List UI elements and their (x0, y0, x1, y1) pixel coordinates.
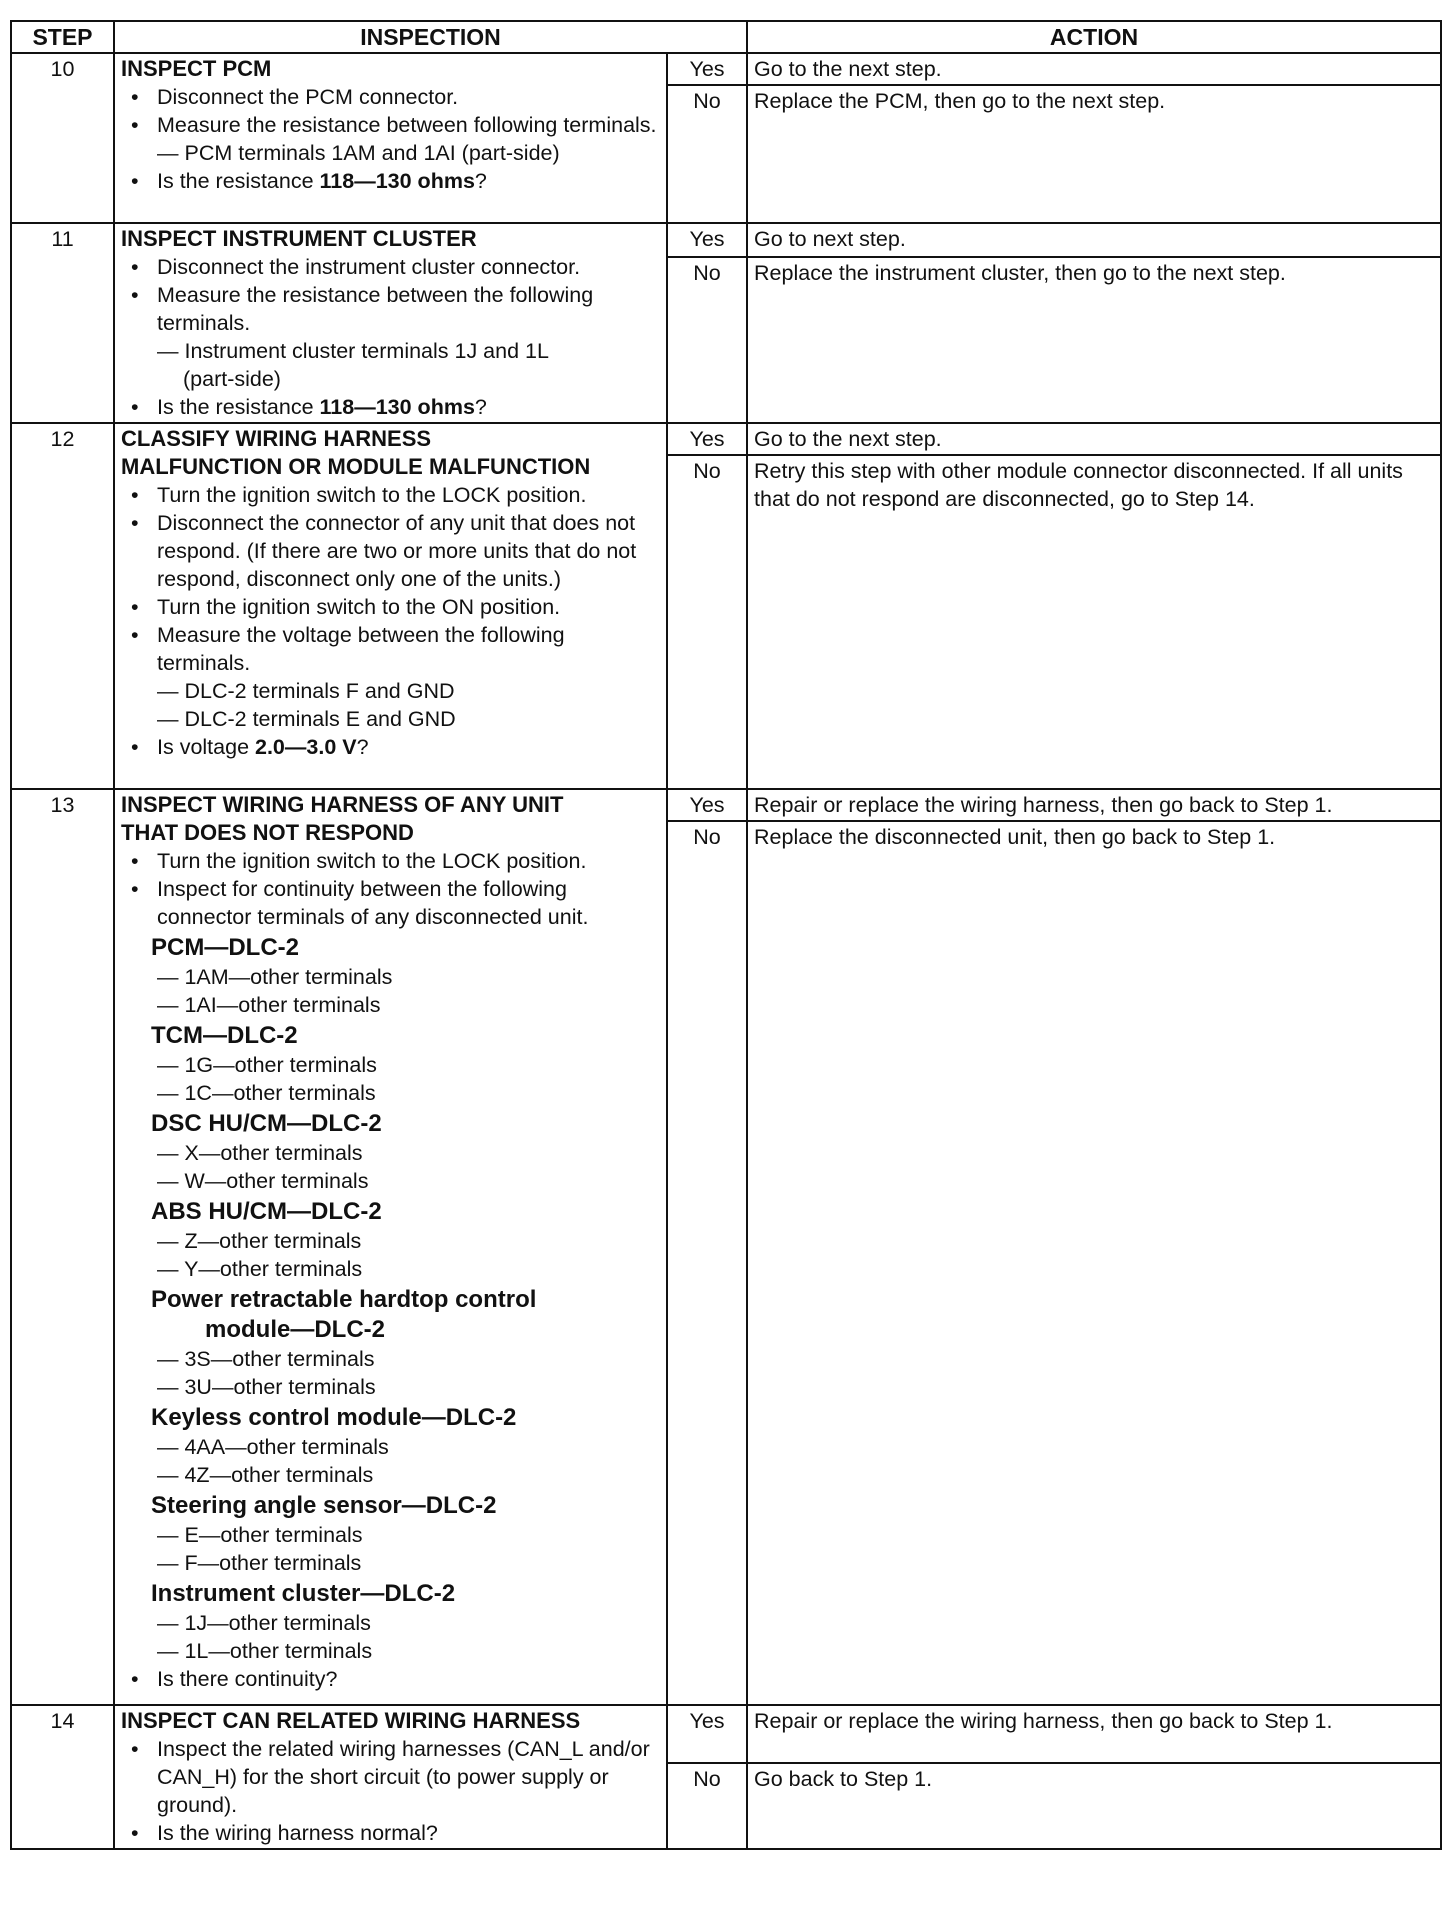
inspection-list (121, 253, 660, 337)
inspection-cell (114, 1705, 667, 1849)
list-item: • Measure the resistance between following terminals. (121, 111, 660, 139)
group-heading: TCM—DLC-2 (151, 1022, 298, 1049)
step-number: 14 (11, 1705, 114, 1849)
group-heading: Power retractable hardtop control (151, 1286, 537, 1313)
yes-action: Repair or replace the wiring harness, then go back to Step 1. (747, 789, 1441, 821)
list-item: • Measure the voltage between the following terminals. (121, 621, 660, 677)
no-action: Replace the instrument cluster, then go to the next step. (747, 257, 1441, 423)
sub-item: — PCM terminals 1AM and 1AI (part-side) (157, 141, 560, 165)
group-heading: Instrument cluster—DLC-2 (151, 1580, 456, 1607)
list-item: • Turn the ignition switch to the ON position. (121, 593, 660, 621)
yes-label: Yes (667, 1705, 747, 1763)
yes-label: Yes (667, 53, 747, 85)
inspection-title-cont: MALFUNCTION OR MODULE MALFUNCTION (121, 454, 591, 479)
no-label: No (667, 1763, 747, 1849)
no-action: Replace the PCM, then go to the next step. (747, 85, 1441, 223)
sub-item: — 1J—other terminals (157, 1611, 371, 1635)
inspection-title: INSPECT INSTRUMENT CLUSTER (121, 226, 477, 251)
list-item: • Disconnect the instrument cluster connector. (121, 253, 660, 281)
list-item: • Disconnect the connector of any unit that does not respond. (If there are two or more units that do not respond, disconnect only one of the units.) (121, 509, 660, 593)
inspection-title: INSPECT WIRING HARNESS OF ANY UNIT (121, 792, 564, 817)
question: • Is there continuity? (121, 1665, 660, 1693)
sub-item: — 1L—other terminals (157, 1639, 373, 1663)
no-action: Retry this step with other module connector disconnected. If all units that do not respond are disconnected, go to Step 14. (747, 455, 1441, 789)
no-label: No (667, 455, 747, 789)
inspection-list (121, 83, 660, 139)
sub-item: — X—other terminals (157, 1141, 363, 1165)
inspection-list (121, 481, 660, 677)
no-label: No (667, 821, 747, 1705)
header-step: STEP (11, 21, 114, 53)
yes-label: Yes (667, 223, 747, 257)
inspection-title-cont: THAT DOES NOT RESPOND (121, 820, 414, 845)
inspection-list (121, 1735, 660, 1847)
step-number: 11 (11, 223, 114, 423)
inspection-cell (114, 789, 667, 1705)
sub-item: — 1C—other terminals (157, 1081, 376, 1105)
question: • Is the resistance 118—130 ohms? (121, 393, 660, 421)
sub-item: — 1AM—other terminals (157, 965, 393, 989)
no-label: No (667, 257, 747, 423)
no-action: Replace the disconnected unit, then go back to Step 1. (747, 821, 1441, 1705)
yes-label: Yes (667, 423, 747, 455)
list-item: • Turn the ignition switch to the LOCK position. (121, 847, 660, 875)
group-heading: PCM—DLC-2 (151, 934, 299, 961)
sub-item: — 3U—other terminals (157, 1375, 376, 1399)
step-13-yes-row (11, 789, 1441, 821)
sub-item: — W—other terminals (157, 1169, 369, 1193)
list-item: • Is the wiring harness normal? (121, 1819, 660, 1847)
group-heading-cont: module—DLC-2 (205, 1316, 385, 1343)
group-heading: Steering angle sensor—DLC-2 (151, 1492, 497, 1519)
step-number: 12 (11, 423, 114, 789)
inspection-cell (114, 423, 667, 789)
inspection-cell (114, 223, 667, 423)
inspection-title: INSPECT PCM (121, 56, 272, 81)
sub-item: — DLC-2 terminals E and GND (157, 707, 456, 731)
sub-item: — DLC-2 terminals F and GND (157, 679, 455, 703)
question: • Is voltage 2.0—3.0 V? (121, 733, 660, 761)
yes-action: Go to the next step. (747, 423, 1441, 455)
no-label: No (667, 85, 747, 223)
group-heading: ABS HU/CM—DLC-2 (151, 1198, 382, 1225)
inspection-cell (114, 53, 667, 223)
list-item: • Measure the resistance between the following terminals. (121, 281, 660, 337)
group-heading: DSC HU/CM—DLC-2 (151, 1110, 382, 1137)
step-12-yes-row (11, 423, 1441, 455)
yes-label: Yes (667, 789, 747, 821)
sub-item: — 3S—other terminals (157, 1347, 375, 1371)
step-14-yes-row (11, 1705, 1441, 1763)
list-item: • Inspect for continuity between the following connector terminals of any disconnected unit. (121, 875, 660, 931)
no-action: Go back to Step 1. (747, 1763, 1441, 1849)
yes-action: Repair or replace the wiring harness, then go back to Step 1. (747, 1705, 1441, 1763)
sub-item: — Y—other terminals (157, 1257, 363, 1281)
sub-item: — Instrument cluster terminals 1J and 1L (157, 339, 549, 363)
inspection-title: CLASSIFY WIRING HARNESS (121, 426, 432, 451)
sub-item: — 4Z—other terminals (157, 1463, 374, 1487)
sub-item: — 1AI—other terminals (157, 993, 381, 1017)
diagnostic-table (10, 20, 1442, 1850)
sub-item: — E—other terminals (157, 1523, 363, 1547)
sub-item: — Z—other terminals (157, 1229, 362, 1253)
step-number: 13 (11, 789, 114, 1705)
list-item: • Disconnect the PCM connector. (121, 83, 660, 111)
header-inspection: INSPECTION (114, 21, 747, 53)
step-number: 10 (11, 53, 114, 223)
step-11-yes-row (11, 223, 1441, 257)
list-item: • Inspect the related wiring harnesses (CAN_L and/or CAN_H) for the short circuit (to power supply or ground). (121, 1735, 660, 1819)
sub-item: — F—other terminals (157, 1551, 362, 1575)
sub-item: (part-side) (183, 367, 281, 391)
list-item: • Turn the ignition switch to the LOCK position. (121, 481, 660, 509)
header-row (11, 21, 1441, 53)
yes-action: Go to the next step. (747, 53, 1441, 85)
group-heading: Keyless control module—DLC-2 (151, 1404, 517, 1431)
sub-item: — 4AA—other terminals (157, 1435, 389, 1459)
inspection-list (121, 847, 660, 931)
inspection-title: INSPECT CAN RELATED WIRING HARNESS (121, 1708, 581, 1733)
step-10-yes-row (11, 53, 1441, 85)
question: • Is the resistance 118—130 ohms? (121, 167, 660, 195)
header-action: ACTION (747, 21, 1441, 53)
yes-action: Go to next step. (747, 223, 1441, 257)
sub-item: — 1G—other terminals (157, 1053, 377, 1077)
